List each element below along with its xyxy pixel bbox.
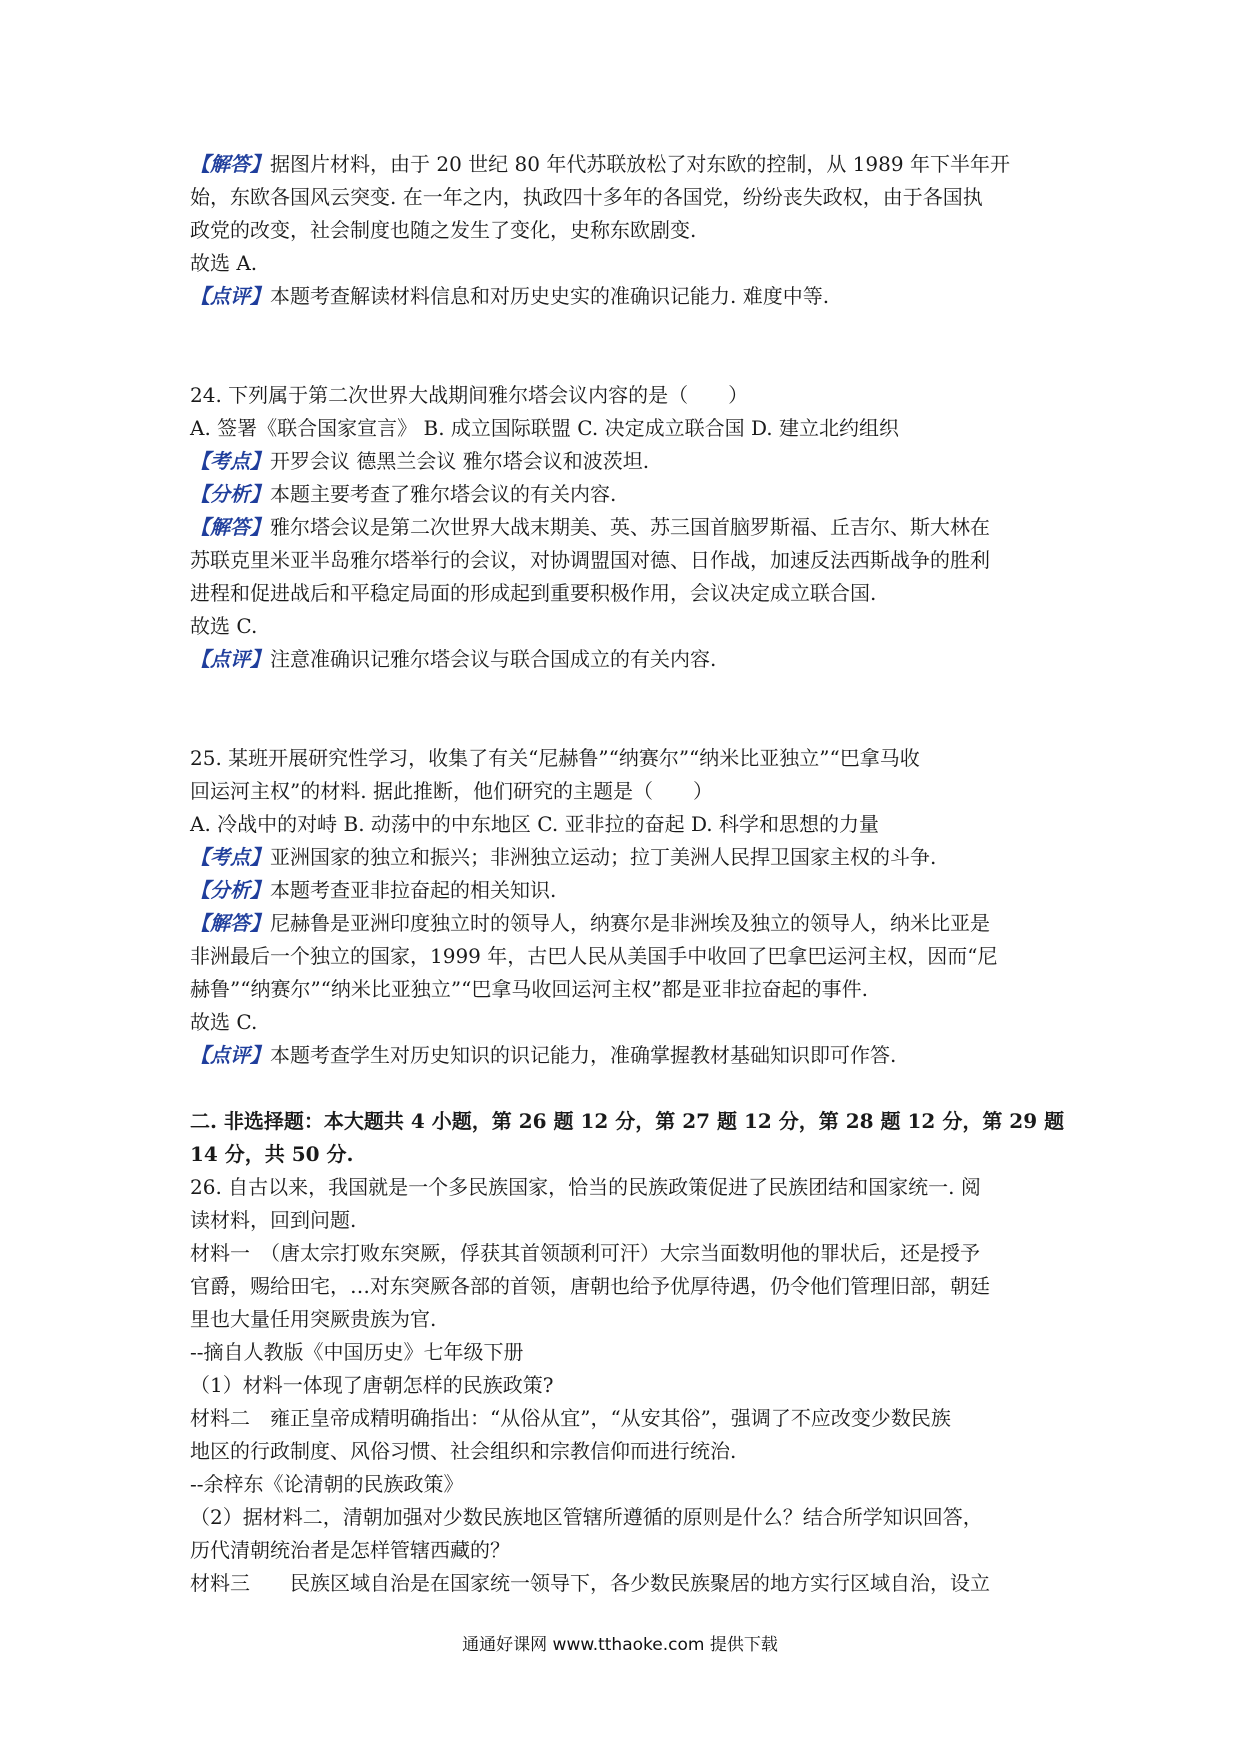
q25-answer-line-2: 非洲最后一个独立的国家，1999 年，古巴人民从美国手中收回了巴拿巴运河主权，因而“尼 (190, 944, 998, 968)
q26-line: 26. 自古以来，我国就是一个多民族国家，恰当的民族政策促进了民族团结和国家统一. 阅 (190, 1175, 981, 1199)
q24-analysis: 【分析】本题主要考查了雅尔塔会议的有关内容. (190, 482, 617, 506)
q26-question-1: （1）材料一体现了唐朝怎样的民族政策? (190, 1373, 554, 1397)
comment-tag: 【点评】 (190, 1043, 270, 1067)
q24-comment: 【点评】注意准确识记雅尔塔会议与联合国成立的有关内容. (190, 647, 717, 671)
q25-answer-line-3: 赫鲁”“纳赛尔”“纳米比亚独立”“巴拿马收回运河主权”都是亚非拉奋起的事件. (190, 977, 868, 1001)
analysis-tag: 【分析】 (190, 482, 270, 506)
q26-line: 官爵，赐给田宅，…对东突厥各部的首领，唐朝也给予优厚待遇，仍令他们管理旧部，朝廷 (190, 1274, 990, 1298)
q25-stem-line-1: 25. 某班开展研究性学习，收集了有关“尼赫鲁”“纳赛尔”“纳米比亚独立”“巴拿马收 (190, 746, 920, 770)
q24-answer-line-2: 苏联克里米亚半岛雅尔塔举行的会议，对协调盟国对德、日作战，加速反法西斯战争的胜利 (190, 548, 990, 572)
q25-choice: 故选 C. (190, 1010, 258, 1034)
q25-topic: 【考点】亚洲国家的独立和振兴；非洲独立运动；拉丁美洲人民捍卫国家主权的斗争. (190, 845, 937, 869)
q26-line: 地区的行政制度、风俗习惯、社会组织和宗教信仰而进行统治. (190, 1439, 737, 1463)
answer-tag: 【解答】 (190, 515, 270, 539)
q26-line: 里也大量任用突厥贵族为官. (190, 1307, 437, 1331)
document-body (190, 148, 1065, 1600)
q25-comment: 【点评】本题考查学生对历史知识的识记能力，准确掌握教材基础知识即可作答. (190, 1043, 897, 1067)
q26-question-2: （2）据材料二，清朝加强对少数民族地区管辖所遵循的原则是什么？结合所学知识回答， (190, 1505, 983, 1529)
q25-stem-line-2: 回运河主权”的材料. 据此推断，他们研究的主题是（ ） (190, 779, 713, 803)
q23-answer-line-3: 政党的改变，社会制度也随之发生了变化，史称东欧剧变. (190, 218, 697, 242)
q23-answer-line-1: 【解答】据图片材料，由于 20 世纪 80 年代苏联放松了对东欧的控制，从 1989 年下半年开 (190, 152, 1010, 176)
q25-options: A. 冷战中的对峙 B. 动荡中的中东地区 C. 亚非拉的奋起 D. 科学和思想的力量 (190, 812, 879, 836)
analysis-tag: 【分析】 (190, 878, 270, 902)
q23-choice: 故选 A. (190, 251, 258, 275)
q24-answer-line-1: 【解答】雅尔塔会议是第二次世界大战末期美、英、苏三国首脑罗斯福、丘吉尔、斯大林在 (190, 515, 990, 539)
q26-line: 材料一 （唐太宗打败东突厥，俘获其首领颉利可汗）大宗当面数明他的罪状后，还是授予 (190, 1241, 980, 1265)
q26-line: 历代清朝统治者是怎样管辖西藏的？ (190, 1538, 510, 1562)
q24-topic: 【考点】开罗会议 德黑兰会议 雅尔塔会议和波茨坦. (190, 449, 650, 473)
q24-choice: 故选 C. (190, 614, 258, 638)
section-heading-line-1: 二. 非选择题：本大题共 4 小题，第 26 题 12 分，第 27 题 12 分，第 28 题 12 分，第 29 题 (190, 1109, 1065, 1133)
q24-options: A. 签署《联合国家宣言》 B. 成立国际联盟 C. 决定成立联合国 D. 建立北约组织 (190, 416, 899, 440)
page-footer: 通通好课网 www.tthaoke.com 提供下载 (462, 1635, 778, 1655)
section-heading-line-2: 14 分，共 50 分. (190, 1142, 354, 1166)
q24-answer-line-3: 进程和促进战后和平稳定局面的形成起到重要积极作用，会议决定成立联合国. (190, 581, 877, 605)
q25-analysis: 【分析】本题考查亚非拉奋起的相关知识. (190, 878, 557, 902)
q26-source: --余梓东《论清朝的民族政策》 (190, 1472, 464, 1496)
q23-comment: 【点评】本题考查解读材料信息和对历史史实的准确识记能力. 难度中等. (190, 284, 830, 308)
q26-line: 材料二 雍正皇帝成精明确指出：“从俗从宜”，“从安其俗”，强调了不应改变少数民族 (190, 1406, 951, 1430)
q26-line: 材料三 民族区域自治是在国家统一领导下，各少数民族聚居的地方实行区域自治，设立 (190, 1571, 990, 1595)
comment-tag: 【点评】 (190, 284, 270, 308)
q24-stem: 24. 下列属于第二次世界大战期间雅尔塔会议内容的是（ ） (190, 383, 749, 407)
q23-answer-line-2: 始，东欧各国风云突变. 在一年之内，执政四十多年的各国党，纷纷丧失政权，由于各国执 (190, 185, 983, 209)
answer-tag: 【解答】 (190, 911, 270, 935)
comment-tag: 【点评】 (190, 647, 270, 671)
topic-tag: 【考点】 (190, 845, 270, 869)
q26-line: 读材料，回到问题. (190, 1208, 357, 1232)
q25-answer-line-1: 【解答】尼赫鲁是亚洲印度独立时的领导人，纳赛尔是非洲埃及独立的领导人，纳米比亚是 (190, 911, 990, 935)
q26-source: --摘自人教版《中国历史》七年级下册 (190, 1340, 524, 1364)
answer-tag: 【解答】 (190, 152, 270, 176)
topic-tag: 【考点】 (190, 449, 270, 473)
